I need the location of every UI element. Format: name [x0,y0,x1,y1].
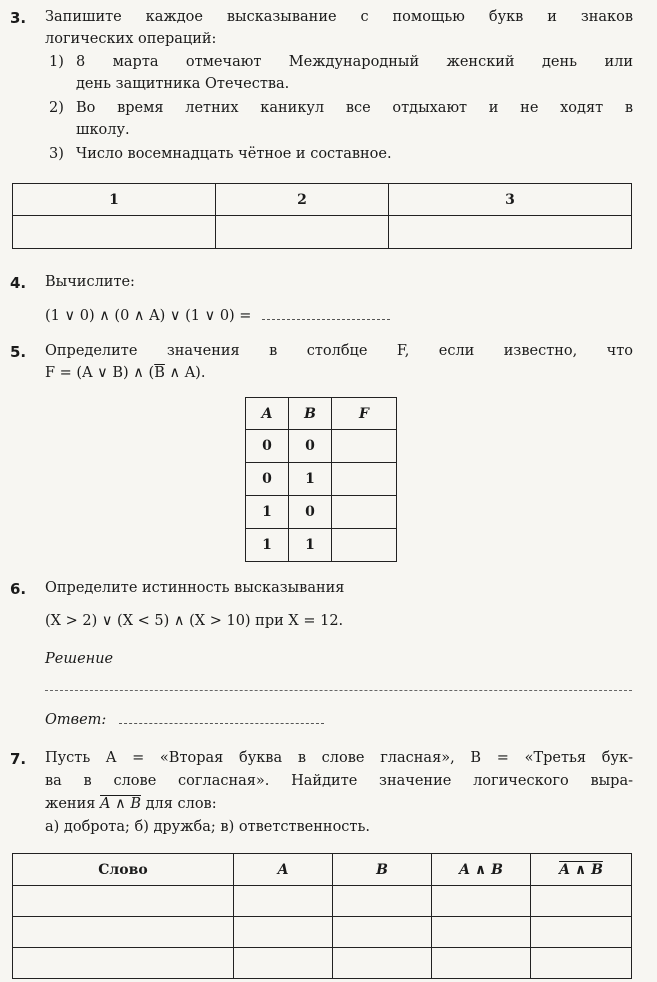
words-table [12,853,632,979]
answer-cell[interactable] [13,216,216,249]
answer-cell[interactable] [333,886,432,917]
answer-label: Ответ: [45,712,107,728]
task-text: жения [45,796,101,812]
answer-cell[interactable] [531,886,632,917]
item-text: школу. [76,122,130,138]
task-text: Запишите каждое высказывание с помощью букв и знаков [45,9,633,25]
answer-cell[interactable] [389,216,632,249]
expression [45,308,390,324]
formula-text: F = (A ∨ B) ∧ ( [45,365,155,381]
task-text: ва в слове согласная». Найдите значение логического выра- [45,773,633,789]
word-list: а) доброта; б) дружба; в) ответственность. [45,819,370,835]
item-text: Число восемнадцать чётное и составное. [76,146,392,162]
table-cell: 0 [289,430,332,463]
expression-text: (X > 2) ∨ (X < 5) ∧ (X > 10) при X = 12. [45,613,344,629]
answer-cell[interactable] [234,886,333,917]
item-number: 1) [49,54,64,70]
task-text: Вычислите: [45,274,135,290]
task-number: 3. [10,9,27,27]
item-number: 3) [49,146,64,162]
table-header: 3 [389,184,632,216]
table-header: A [246,398,289,430]
table-cell: 1 [246,496,289,529]
answer-cell[interactable] [13,917,234,948]
table-header: A [234,854,333,886]
item-text: Во время летних каникул все отдыхают и не ходят в [76,100,633,116]
task-text: для слов: [140,796,217,812]
formula-negated-var: $\overline{B}$ [154,365,165,381]
table-cell: 1 [289,529,332,562]
table-header: F [332,398,397,430]
answer-blank[interactable] [119,723,324,724]
answer-cell[interactable] [234,917,333,948]
task-number: 4. [10,274,27,292]
formula-text: ∧ A). [164,365,206,381]
answer-cell[interactable] [332,430,397,463]
task-number: 7. [10,750,27,768]
answer-cell[interactable] [531,917,632,948]
answer-cell[interactable] [13,948,234,979]
answer-row [45,712,324,728]
answer-cell[interactable] [332,463,397,496]
task-number: 6. [10,580,27,598]
table-header: 1 [13,184,216,216]
table-cell: 0 [289,496,332,529]
item-number: 2) [49,100,64,116]
answer-cell[interactable] [234,948,333,979]
item-text: день защитника Отечества. [76,76,290,92]
answer-table [12,183,632,249]
task-text: Пусть A = «Вторая буква в слове гласная», B = «Третья бук- [45,750,633,766]
answer-cell[interactable] [432,886,531,917]
answer-cell[interactable] [531,948,632,979]
formula [45,365,205,381]
table-cell: 0 [246,430,289,463]
answer-cell[interactable] [432,948,531,979]
answer-cell[interactable] [332,529,397,562]
task-text: Определите истинность высказывания [45,580,345,596]
table-header: A ∧ B [432,854,531,886]
answer-blank[interactable] [262,319,390,320]
answer-cell[interactable] [216,216,389,249]
expression-text: (1 ∨ 0) ∧ (0 ∧ A) ∨ (1 ∨ 0) = [45,308,252,324]
table-cell: 1 [289,463,332,496]
solution-line[interactable] [45,690,632,691]
task-text: Определите значения в столбце F, если известно, что [45,343,633,359]
answer-cell[interactable] [332,496,397,529]
item-text: 8 марта отмечают Международный женский день или [76,54,633,70]
table-header: 2 [216,184,389,216]
answer-cell[interactable] [333,917,432,948]
table-header: B [289,398,332,430]
answer-cell[interactable] [333,948,432,979]
truth-table [245,397,397,562]
task-number: 5. [10,343,27,361]
table-cell: 1 [246,529,289,562]
task-text: логических операций: [45,31,217,47]
table-header: B [333,854,432,886]
task-text-line [45,796,217,812]
table-header: Слово [13,854,234,886]
table-header: A ∧ B [531,854,632,886]
answer-cell[interactable] [432,917,531,948]
formula-negated: A ∧ B [100,796,141,812]
table-cell: 0 [246,463,289,496]
answer-cell[interactable] [13,886,234,917]
solution-label: Решение [45,651,114,667]
